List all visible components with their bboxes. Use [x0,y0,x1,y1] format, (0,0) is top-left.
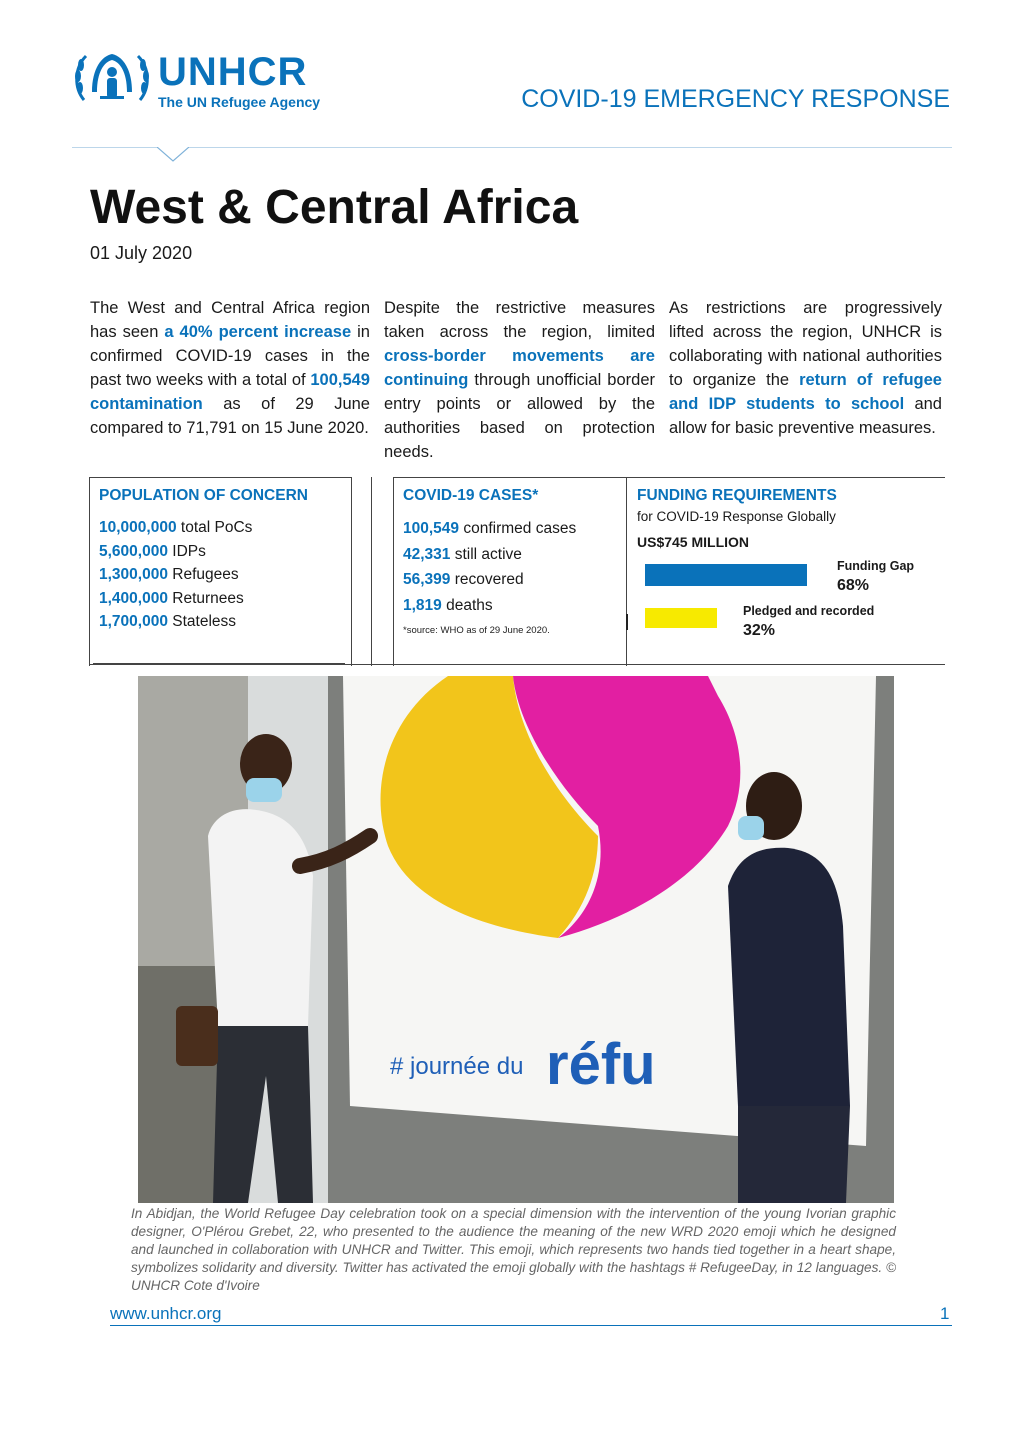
covid-row [403,567,626,593]
photo-caption: In Abidjan, the World Refugee Day celebration took on a special dimension with the intervention of the young Ivorian graphic designer, O'Plérou Grebet, 22, who presented to the audience the meaning of the new WRD 2020 emoji which he designed and launched in collaboration with UNHCR and Twitter. This emoji, which represents two hands tied together in a heart shape, symbolizes solidarity and diversity. Twitter has activated the emoji globally with the hashtags # RefugeeDay, in 12 languages. © UNHCR Cote d'Ivoire [131,1206,896,1293]
covid-label: recovered [454,571,524,588]
column-text: The West and Central Africa region has seen [90,299,370,341]
divider [89,664,945,665]
covid-label: confirmed cases [463,520,577,537]
column-highlight: 100,549 contamination [90,371,370,413]
page-title: West & Central Africa [90,181,579,234]
column-text: As restrictions are progressively lifted across the region, UNHCR is collaborating with national authorities to organize the [669,299,942,389]
funding-subtitle: for COVID-19 Response Globally [637,509,836,524]
key-figures-panel [89,477,945,667]
population-number: 10,000,000 [99,519,177,536]
column-text: and allow for basic preventive measures. [669,395,942,437]
column-highlight: cross-border movements are continuing [384,347,655,389]
column-text: Despite the restrictive measures taken across the region, limited [384,299,655,341]
funding-gap-bar [645,564,807,586]
population-heading: POPULATION OF CONCERN [99,487,308,504]
covid-label: still active [454,545,522,563]
banner-hashtag: # journée du [390,1053,524,1080]
population-row [99,516,351,540]
report-date: 01 July 2020 [90,243,193,263]
population-number: 1,300,000 [99,566,168,583]
covid-label: deaths [446,596,493,614]
covid-row [403,593,626,619]
funding-pledged-value: 32% [743,622,776,639]
population-row [99,540,351,564]
page-number: 1 [940,1304,950,1323]
population-row [99,563,351,587]
intro-column-1 [90,296,370,440]
covid-number: 1,819 [403,596,442,614]
population-label: Stateless [172,613,237,630]
intro-column-3 [669,296,942,440]
event-photo [138,676,894,1203]
covid-number: 42,331 [403,545,451,563]
divider [351,477,352,666]
covid-row [403,542,626,568]
population-label: total PoCs [180,519,253,536]
funding-gap-label: Funding Gap [837,559,915,573]
footer-divider [110,1325,952,1326]
header-divider [72,147,952,148]
column-highlight: return of refugee and IDP students to school [669,371,942,413]
population-label: Returnees [172,589,244,607]
population-number: 5,600,000 [99,542,168,560]
logo-tagline: The UN Refugee Agency [158,94,321,110]
population-number: 1,700,000 [99,613,168,630]
divider [626,614,628,630]
covid-row [403,516,626,542]
footer-website-link[interactable]: www.unhcr.org [110,1304,222,1323]
population-row [99,610,351,634]
column-text: in confirmed COVID-19 cases in the past two weeks with a total of [90,323,370,389]
column-text: as of 29 June compared to 71,791 on 15 June 2020. [90,395,370,437]
population-label: IDPs [172,542,206,560]
logo-wordmark: UNHCR [158,50,308,94]
header-notch-icon [157,147,189,163]
column-highlight: a 40% percent increase [164,323,352,341]
covid-number: 56,399 [403,571,451,588]
funding-pledged-bar [645,608,717,628]
unhcr-emblem-icon [72,48,152,112]
covid-heading: COVID-19 CASES* [403,487,539,504]
funding-gap-value: 68% [837,577,870,594]
population-box [89,477,351,666]
funding-heading: FUNDING REQUIREMENTS [637,487,837,504]
divider [371,477,372,666]
population-row [99,587,351,611]
funding-pledged-label: Pledged and recorded [743,604,875,618]
intro-column-2 [384,296,655,464]
covid-number: 100,549 [403,520,460,537]
banner-word: réfu [546,1032,656,1097]
covid-box [393,477,626,666]
population-number: 1,400,000 [99,589,168,607]
column-text: through unofficial border entry points or allowed by the authorities based on protection needs. [384,371,655,461]
emergency-banner: COVID-19 EMERGENCY RESPONSE [521,85,950,113]
funding-amount: US$745 MILLION [637,534,750,550]
covid-source-note: *source: WHO as of 29 June 2020. [403,625,550,636]
population-label: Refugees [172,566,239,583]
